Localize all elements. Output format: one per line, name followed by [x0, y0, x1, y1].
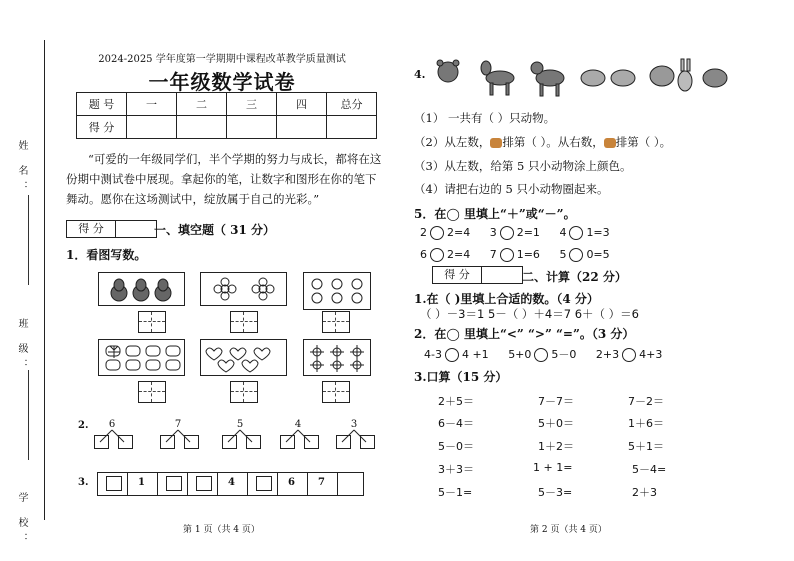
- answer-circle[interactable]: [445, 348, 459, 362]
- score-header-cell: 总分: [327, 93, 377, 116]
- oral-item: 2＋5＝: [438, 395, 474, 408]
- q1-title: 1．看图写数。: [66, 248, 147, 262]
- flowers-picture: [200, 272, 287, 306]
- stars-picture: [303, 339, 371, 376]
- ruler-box[interactable]: [196, 476, 212, 491]
- oral-item: 5－4=: [632, 463, 667, 476]
- q3-number: 3.: [78, 477, 89, 488]
- horse-small-icon: [604, 138, 616, 148]
- school-label: 学 校：: [16, 492, 27, 550]
- q2-number: 2.: [78, 420, 89, 431]
- class-label: 班 级：: [16, 318, 27, 376]
- score-header-cell: 四: [277, 93, 327, 116]
- tree-box[interactable]: [360, 435, 375, 449]
- tree-box[interactable]: [118, 435, 133, 449]
- oral-item: 5－0＝: [438, 440, 474, 453]
- ruler-value: 6: [288, 477, 295, 488]
- oral-item: 5＋1＝: [628, 440, 664, 453]
- name-blank[interactable]: [28, 195, 29, 285]
- tree-box[interactable]: [336, 435, 351, 449]
- q4-item-4: （4）请把右边的 5 只小动物圈起来。: [414, 182, 609, 196]
- c1-line: （ ）－3＝1 5－（ ）＋4＝7 6＋（ ）＝6: [420, 307, 639, 321]
- q4-item-2-part3: 排第（ ）。: [615, 135, 672, 149]
- oral-item: 6－4＝: [438, 417, 474, 430]
- score-box-label: 得 分: [67, 221, 116, 237]
- faces-picture: [303, 272, 371, 310]
- tree-box[interactable]: [304, 435, 319, 449]
- tree-box[interactable]: [246, 435, 261, 449]
- tree-top-number: 3: [350, 419, 358, 430]
- ruler-value: 7: [318, 477, 325, 488]
- score-header-cell: 三: [227, 93, 277, 116]
- oral-item: 1 + 1=: [533, 461, 573, 474]
- q4-item-2-part2: 排第（ ）。从右数，: [502, 135, 604, 149]
- tree-box[interactable]: [184, 435, 199, 449]
- answer-box[interactable]: [138, 311, 166, 333]
- intro-text: “可爱的一年级同学们，半个学期的努力与成长，都将在这份期中测试卷中展现。拿起你的笔，让数字和图形在你的笔下舞动。愿你在这场测试中，绽放属于自己的光彩。”: [66, 152, 382, 206]
- name-label: 姓 名：: [16, 140, 27, 198]
- answer-circle[interactable]: [500, 226, 514, 240]
- answer-circle[interactable]: [534, 348, 548, 362]
- q4-item-2-part1: （2）从左数，: [414, 135, 491, 149]
- page-footer-left: 第 1 页（共 4 页）: [183, 525, 260, 535]
- score-box-blank[interactable]: [482, 267, 522, 283]
- tree-top-number: 6: [108, 419, 116, 430]
- score-box: [432, 266, 523, 284]
- crosses-picture: [98, 339, 185, 376]
- q5-title: 5．在◯ 里填上“＋”或“－”。: [414, 207, 576, 221]
- answer-circle[interactable]: [569, 248, 583, 262]
- dog-icon: [650, 66, 674, 86]
- answer-circle[interactable]: [430, 226, 444, 240]
- answer-circle[interactable]: [430, 248, 444, 262]
- ruler-value: 4: [228, 477, 235, 488]
- class-blank[interactable]: [28, 370, 29, 460]
- section2-title: 二、计算（22 分）: [522, 270, 627, 284]
- ruler-box[interactable]: [106, 476, 122, 491]
- score-header-cell: 一: [127, 93, 177, 116]
- score-box-blank[interactable]: [116, 221, 156, 237]
- rabbit-icon: [678, 59, 692, 91]
- answer-box[interactable]: [322, 381, 350, 403]
- page-title: 一年级数学试卷: [148, 70, 296, 94]
- tree-box[interactable]: [160, 435, 175, 449]
- number-ruler: [97, 472, 364, 496]
- answer-box[interactable]: [230, 381, 258, 403]
- hearts-picture: [200, 339, 287, 376]
- oral-item: 2＋3: [632, 486, 657, 499]
- section1-title: 一、填空题（ 31 分）: [154, 223, 276, 237]
- animals-row: [430, 56, 730, 98]
- puppy-icon: [703, 69, 727, 87]
- q5-row: 6 2=4 7 1=6 5 0=5: [420, 248, 610, 261]
- smiley-icon: [307, 276, 367, 306]
- score-row-label: 得 分: [77, 116, 127, 139]
- score-cell[interactable]: [227, 116, 277, 139]
- score-header-cell: 题 号: [77, 93, 127, 116]
- score-table: [76, 92, 377, 139]
- star-icon: [307, 343, 367, 373]
- tree-box[interactable]: [280, 435, 295, 449]
- cow-icon: [531, 62, 564, 96]
- tree-box[interactable]: [222, 435, 237, 449]
- oral-item: 7－7＝: [538, 395, 574, 408]
- c2-line: 4-3 4 +1 5+0 5－0 2+3 4+3: [424, 348, 663, 361]
- ruler-box[interactable]: [256, 476, 272, 491]
- answer-circle[interactable]: [500, 248, 514, 262]
- q4-item-1: （1） 一共有（ ）只动物。: [414, 111, 556, 125]
- oral-item: 1＋6＝: [628, 417, 664, 430]
- answer-box[interactable]: [138, 381, 166, 403]
- score-header-cell: 二: [177, 93, 227, 116]
- horse-icon: [481, 61, 514, 95]
- pig-icon: [581, 70, 635, 86]
- tree-top-number: 7: [174, 419, 182, 430]
- c3-title: 3.口算（15 分）: [414, 370, 508, 384]
- q5-row: 2 2=4 3 2=1 4 1=3: [420, 226, 610, 239]
- answer-box[interactable]: [230, 311, 258, 333]
- tree-top-number: 5: [236, 419, 244, 430]
- horse-small-icon: [490, 138, 502, 148]
- score-cell[interactable]: [177, 116, 227, 139]
- oral-item: 3＋3＝: [438, 463, 474, 476]
- answer-box[interactable]: [322, 311, 350, 333]
- score-box: [66, 220, 157, 238]
- q4-item-3: （3）从左数，给第 5 只小动物涂上颜色。: [414, 159, 632, 173]
- tree-box[interactable]: [94, 435, 109, 449]
- page-footer-right: 第 2 页（共 4 页）: [530, 525, 607, 535]
- score-cell[interactable]: [327, 116, 377, 139]
- flower-icon: [209, 276, 279, 302]
- answer-circle[interactable]: [569, 226, 583, 240]
- binding-line: [44, 40, 45, 520]
- c2-title: 2．在◯ 里填上“<” “>” “=”。（3 分）: [414, 327, 635, 341]
- oral-item: 5＋0＝: [538, 417, 574, 430]
- score-box-label: 得 分: [433, 267, 482, 283]
- oral-item: 7－2＝: [628, 395, 664, 408]
- c1-title: 1.在（ )里填上合适的数。（4 分）: [414, 292, 599, 306]
- score-cell[interactable]: [127, 116, 177, 139]
- oral-item: 5－1=: [438, 486, 473, 499]
- score-cell[interactable]: [277, 116, 327, 139]
- tree-top-number: 4: [294, 419, 302, 430]
- bear-icon: [437, 60, 459, 82]
- pear-icon: [107, 276, 177, 302]
- exam-name: 2024-2025 学年度第一学期期中课程改革教学质量测试: [98, 54, 346, 65]
- oral-item: 5－3=: [538, 486, 573, 499]
- cross-pattern-icon: [102, 343, 182, 373]
- answer-circle[interactable]: [622, 348, 636, 362]
- ruler-box[interactable]: [166, 476, 182, 491]
- q4-item-2: [414, 134, 671, 150]
- oral-item: 1＋2＝: [538, 440, 574, 453]
- ruler-value: 1: [138, 477, 145, 488]
- q4-number: 4.: [414, 68, 426, 81]
- heart-icon: [204, 343, 284, 373]
- pears-picture: [98, 272, 185, 306]
